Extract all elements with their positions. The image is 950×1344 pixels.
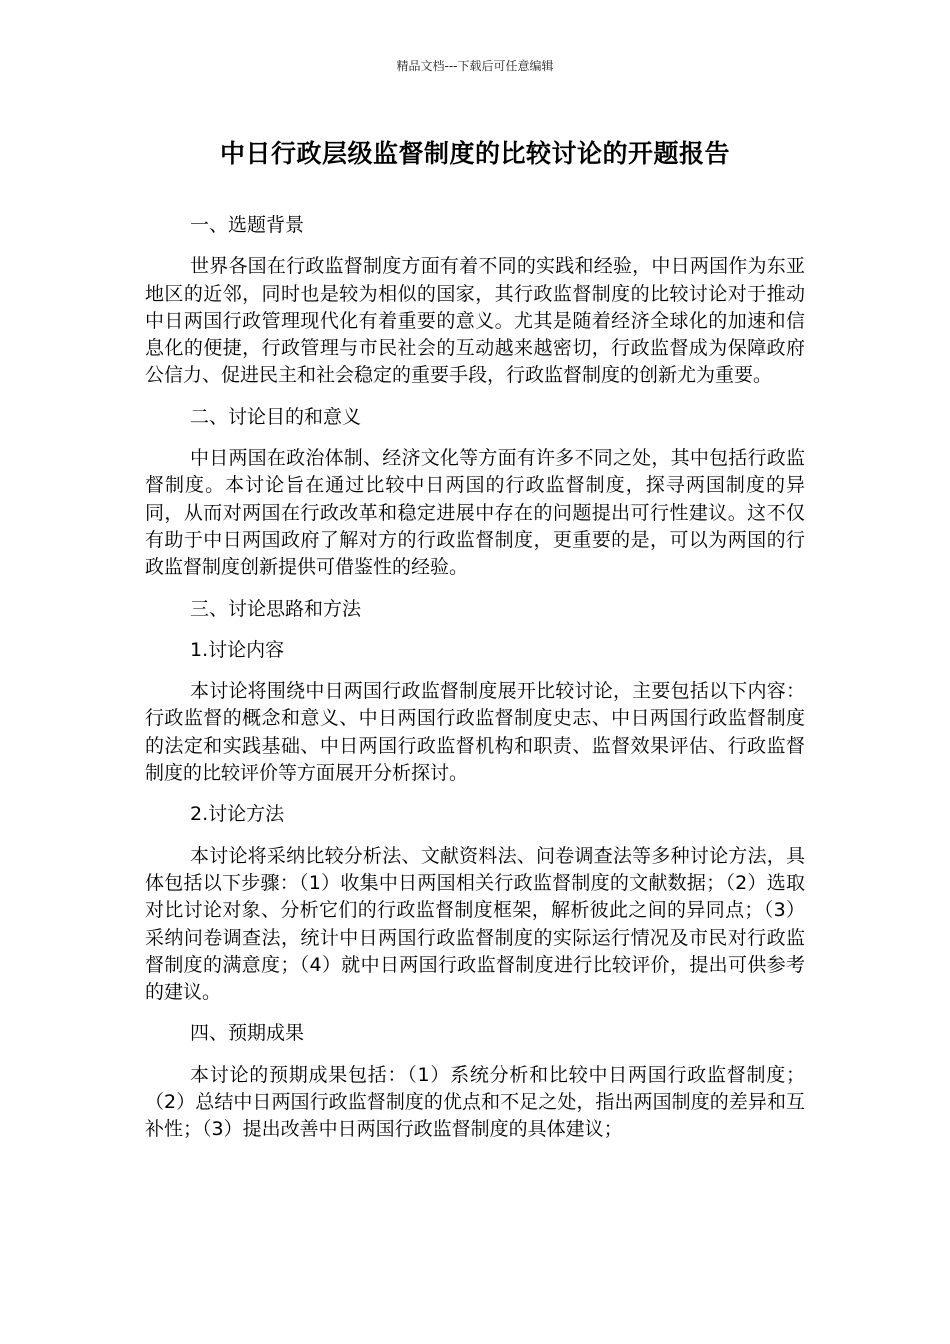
paragraph-background: 世界各国在行政监督制度方面有着不同的实践和经验，中日两国作为东亚地区的近邻，同时也是较为相似的国家，其行政监督制度的比较讨论对于推动中日两国行政管理现代化有着重要的意义。尤其是随着经济全球化的加速和信息化的便捷，行政管理与市民社会的互动越来越密切，行政监督成为保障政府公信力、促进民主和社会稳定的重要手段，行政监督制度的创新尤为重要。 xyxy=(145,255,805,387)
section-heading-purpose: 二、讨论目的和意义 xyxy=(190,405,362,428)
paragraph-purpose: 中日两国在政治体制、经济文化等方面有许多不同之处，其中包括行政监督制度。本讨论旨在通过比较中日两国的行政监督制度，探寻两国制度的异同，从而对两国在行政改革和稳定进展中存在的问题提出可行性建议。这不仅有助于中日两国政府了解对方的行政监督制度，更重要的是，可以为两国的行政监督制度创新提供可借鉴性的经验。 xyxy=(145,447,805,579)
subsection-heading-method: 2.讨论方法 xyxy=(190,803,285,826)
paragraph-content: 本讨论将围绕中日两国行政监督制度展开比较讨论，主要包括以下内容：行政监督的概念和意义、中日两国行政监督制度史志、中日两国行政监督制度的法定和实践基础、中日两国行政监督机构和职责、监督效果评估、行政监督制度的比较评价等方面展开分析探讨。 xyxy=(145,680,805,785)
document-title: 中日行政层级监督制度的比较讨论的开题报告 xyxy=(219,139,730,168)
paragraph-method: 本讨论将采纳比较分析法、文献资料法、问卷调查法等多种讨论方法，具体包括以下步骤：（1）收集中日两国相关行政监督制度的文献数据；（2）选取对比讨论对象、分析它们的行政监督制度框架，解析彼此之间的异同点；（3）采纳问卷调查法，统计中日两国行政监督制度的实际运行情况及市民对行政监督制度的满意度；（4）就中日两国行政监督制度进行比较评价，提出可供参考的建议。 xyxy=(145,844,805,1004)
section-heading-results: 四、预期成果 xyxy=(190,1022,305,1045)
section-heading-background: 一、选题背景 xyxy=(190,214,305,236)
header-note: 精品文档---下载后可任意编辑 xyxy=(396,59,554,73)
subsection-heading-content: 1.讨论内容 xyxy=(190,638,285,661)
document-body xyxy=(145,212,805,1158)
section-heading-approach: 三、讨论思路和方法 xyxy=(190,597,362,620)
paragraph-results: 本讨论的预期成果包括：（1）系统分析和比较中日两国行政监督制度；（2）总结中日两国行政监督制度的优点和不足之处，指出两国制度的差异和互补性；（3）提出改善中日两国行政监督制度的具体建议； xyxy=(145,1063,805,1141)
